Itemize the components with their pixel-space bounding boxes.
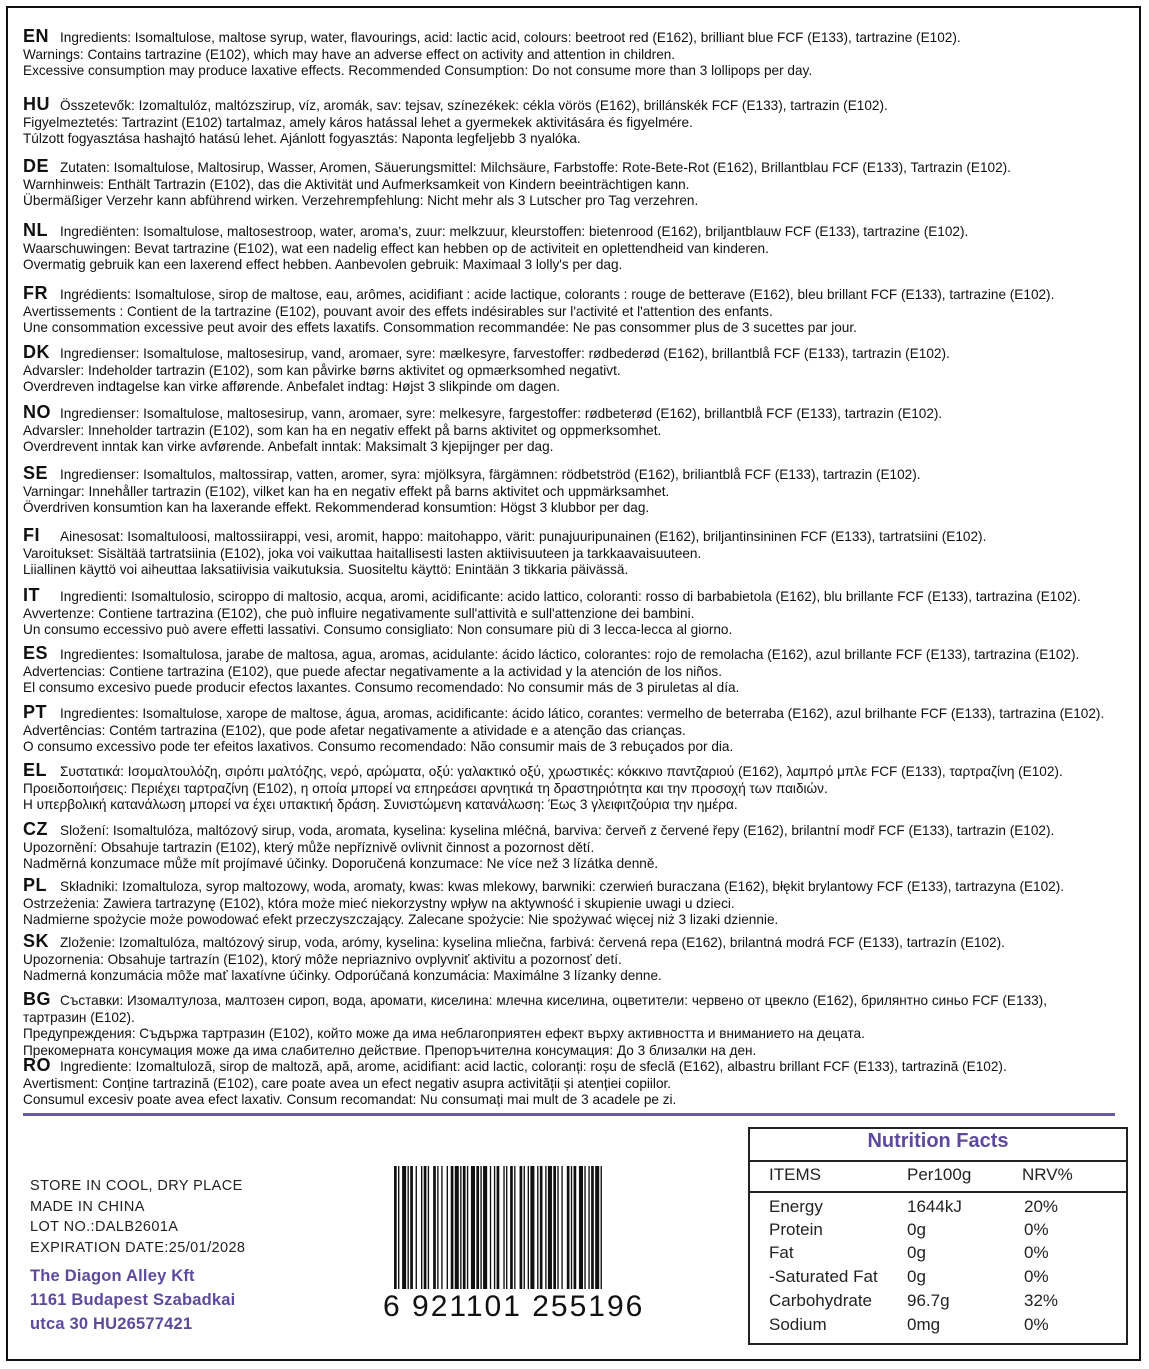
info-line: Nadměrná konzumace může mít projímavé účinky. Doporučená konzumace: Ne více než 3 lízátka denně. (23, 856, 659, 872)
barcode-bar (557, 1166, 558, 1289)
language-block-el (23, 760, 1143, 814)
barcode-bar (428, 1166, 429, 1289)
barcode-bar (591, 1166, 594, 1289)
info-line: Varoitukset: Sisältää tartratsiinia (E102), joka voi vaikuttaa haitallisesti lasten aktiivisuuteen ja tarkkaavaisuuteen. (23, 546, 702, 561)
info-line: Advarsler: Inneholder tartrazin (E102), som kan ha en negativ effekt på barns aktivitet og oppmerksomhet. (23, 423, 662, 438)
info-line: Overmatig gebruik kan een laxerend effect hebben. Aanbevolen gebruik: Maximaal 3 lolly's per dag. (23, 257, 623, 273)
barcode-bar (467, 1166, 468, 1289)
barcode-bar (408, 1166, 409, 1289)
barcode-bar (571, 1166, 572, 1289)
barcode-bar (530, 1166, 534, 1289)
barcode-bar (595, 1166, 599, 1289)
info-line: Предупреждения: Съдържа тартразин (E102), който може да има неблагоприятен ефект върху активността и вниманието на децата. (23, 1026, 865, 1042)
info-line: Överdriven konsumtion kan ha laxerande effekt. Rekommenderad konsumtion: Högst 3 klubbor per dag. (23, 500, 650, 516)
ingredients-line: Ingredienti: Isomaltulosio, sciroppo di maltosio, acqua, aromi, acidificante: acido lattico, coloranti: rosso di barbabietola (E162), blu brillante FCF (E133), tartrazina (E102). (60, 589, 1081, 604)
barcode-bar (402, 1166, 406, 1289)
barcode-bar (494, 1166, 495, 1289)
barcode-bar (483, 1166, 487, 1289)
ingredients-line: Συστατικά: Ισομαλτουλόζη, σιρόπι μαλτόζης, νερό, αρώματα, οξύ: γαλακτικό οξύ, χρωστικές: κόκκινο παντζαριού (E162), λαμπρό μπλε FCF (E133), ταρτραζίνη (E102). (60, 764, 1063, 779)
barcode-bar (506, 1166, 507, 1289)
nutrition-item: Fat (769, 1243, 794, 1262)
language-code: EN (23, 26, 50, 46)
info-line: Η υπερβολική κατανάλωση μπορεί να έχει υπακτική δράση. Συνιστώμενη κατανάλωση: Έως 3 γλειφιτζούρια την ημέρα. (23, 797, 738, 813)
language-block-se (23, 463, 1143, 517)
barcode-bar (490, 1166, 491, 1289)
barcode-bar (451, 1166, 454, 1289)
info-line: Warnings: Contains tartrazine (E102), which may have an adverse effect on activity and attention in children. (23, 47, 676, 62)
info-line: Un consumo eccessivo può avere effetti lassativi. Consumo consigliato: Non consumare più di 3 lecca-lecca al giorno. (23, 622, 733, 638)
ingredients-line: Składniki: Izomaltuloza, syrop maltozowy, woda, aromaty, kwas: kwas mlekowy, barwniki: czerwień buraczana (E162), błękit brylantowy FCF (E133), tartrazyna (E102). (60, 879, 1065, 894)
info-line: Avertisment: Conține tartrazină (E102), care poate avea un efect negativ asupra activității și atenției copiilor. (23, 1076, 672, 1091)
barcode-image (392, 1166, 660, 1289)
barcode-bar (398, 1166, 399, 1289)
barcode-bar (579, 1166, 583, 1289)
nutrition-nrv: 20% (1024, 1197, 1059, 1216)
language-block-ro (23, 1055, 1143, 1109)
info-line: Liiallinen käyttö voi aiheuttaa laksatiivisia vaikutuksia. Suositeltu käyttö: Enintään 3 tikkaria päivässä. (23, 562, 629, 578)
info-line: Προειδοποιήσεις: Περιέχει ταρτραζίνη (E102), η οποία μπορεί να επηρεάσει αρνητικά τη δραστηριότητα και την προσοχή των παιδιών. (23, 781, 828, 796)
ingredients-line: Složení: Isomaltulóza, maltózový sirup, voda, aromata, kyselina: kyselina mléčná, barviva: červeň z červené řepy (E162), brilantní modř FCF (E133), tartrazin (E102). (60, 823, 1055, 838)
nutrition-nrv: 0% (1024, 1243, 1049, 1262)
lot-number: LOT NO.:DALB2601A (30, 1219, 179, 1236)
expiration-date: EXPIRATION DATE:25/01/2028 (30, 1239, 246, 1256)
ingredients-line: Ainesosat: Isomaltuloosi, maltossiirappi, vesi, aromit, happo: maitohappo, värit: punajuuripunainen (E162), briljantinsininen FCF (E133), tartratsiini (E102). (60, 529, 987, 544)
nutrition-nrv: 0% (1024, 1220, 1049, 1239)
language-block-fr (23, 283, 1143, 337)
barcode-bar (394, 1166, 397, 1289)
nutrition-per100g: 0g (907, 1267, 926, 1286)
language-block-no (23, 402, 1143, 456)
barcode-bar (424, 1166, 427, 1289)
barcode-bar (510, 1166, 513, 1289)
info-line: El consumo excesivo puede producir efectos laxantes. Consumo recomendado: No consumir más de 3 piruletas al día. (23, 680, 740, 696)
divider (23, 1113, 1115, 1116)
barcode-bar (567, 1166, 570, 1289)
info-line: тартразин (E102). (23, 1010, 135, 1025)
info-line: Warnhinweis: Enthält Tartrazin (E102), das die Aktivität und Aufmerksamkeit von Kindern beeinträchtigen kann. (23, 177, 690, 192)
storage-info (30, 1176, 245, 1258)
info-line: Прекомерната консумация може да има слабително действие. Препоръчителна консумация: До 3 близалки на ден. (23, 1042, 757, 1058)
language-block-en (23, 26, 1143, 80)
ingredients-line: Ingredients: Isomaltulose, maltose syrup, water, flavourings, acid: lactic acid, colours: beetroot red (E162), brilliant blue FCF (E133), tartrazine (E102). (60, 30, 961, 45)
nutrition-title: Nutrition Facts (867, 1130, 1009, 1152)
language-block-de (23, 156, 1143, 210)
info-line: Overdreven indtagelse kan virke afførende. Anbefalet indtag: Højst 3 slikpinde om dagen. (23, 379, 561, 395)
nutrition-item: Protein (769, 1220, 823, 1239)
barcode-bar (545, 1166, 546, 1289)
language-code: DK (23, 342, 50, 362)
ingredients-line: Ingrediënten: Isomaltulose, maltosestroop, water, aroma's, zuur: melkzuur, kleurstoffen: bietenrood (E162), briljantblauw FCF (E133), tartrazine (E102). (60, 224, 969, 239)
language-block-es (23, 643, 1143, 697)
nutrition-rule (750, 1160, 1126, 1162)
language-code: DE (23, 156, 50, 176)
barcode-bar (455, 1166, 459, 1289)
ingredients-line: Ingredientes: Isomaltulosa, jarabe de maltosa, agua, aromas, acidulante: ácido láctico, colorantes: rojo de remolacha (E162), azul brillante FCF (E133), tartrazina (E102). (60, 647, 1080, 662)
barcode-bar (441, 1166, 442, 1289)
language-code: PL (23, 875, 48, 895)
info-line: Upozornění: Obsahuje tartrazin (E102), který může nepříznivě ovlivnit činnost a pozornost dětí. (23, 840, 595, 855)
barcode-bar (447, 1166, 448, 1289)
language-block-pl (23, 875, 1143, 929)
company-street: 1161 Budapest Szabadkai (30, 1290, 236, 1309)
ingredients-line: Ingredienser: Isomaltulose, maltosesirup, vand, aromaer, syre: mælkesyre, farvestoffer: rødbederød (E162), brillantblå FCF (E133), tartrazin (E102). (60, 346, 950, 361)
company-address (30, 1265, 235, 1336)
language-code: RO (23, 1055, 51, 1075)
language-block-fi (23, 525, 1143, 579)
language-code: SK (23, 931, 50, 951)
language-code: HU (23, 94, 50, 114)
language-code: PT (23, 702, 48, 722)
nutrition-item: Sodium (769, 1315, 827, 1334)
barcode-bar (528, 1166, 529, 1289)
barcode-bar (584, 1166, 585, 1289)
info-line: Figyelmeztetés: Tartrazint (E102) tartalmaz, amely káros hatással lehet a gyermekek aktivitására és figyelmére. (23, 115, 693, 130)
info-line: Waarschuwingen: Bevat tartrazine (E102), wat een nadelig effect kan hebben op de activiteit en oplettendheid van kinderen. (23, 241, 769, 256)
barcode-bar (574, 1166, 577, 1289)
info-line: Overdrevent inntak kan virke avførende. Anbefalt inntak: Maksimalt 3 kjepijnger per dag. (23, 439, 554, 455)
ingredients-line: Összetevők: Izomaltulóz, maltózszirup, víz, aromák, sav: tejsav, színezékek: cékla vörös (E162), brillánskék FCF (E133), tartrazin (E102). (60, 98, 888, 113)
barcode-bar (561, 1166, 562, 1289)
info-line: Advarsler: Indeholder tartrazin (E102), som kan påvirke børns aktivitet og opmærksomhed negativt. (23, 363, 621, 378)
info-line: Nadmierne spożycie może powodować efekt przeczyszczający. Zalecane spożycie: Nie spożywać więcej niż 3 lizaki dziennie. (23, 912, 779, 928)
language-code: IT (23, 585, 40, 605)
barcode-bar (476, 1166, 479, 1289)
barcode-bar (416, 1166, 417, 1289)
language-block-nl (23, 220, 1143, 274)
barcode-bar (480, 1166, 481, 1289)
barcode-bar (540, 1166, 543, 1289)
language-code: CZ (23, 819, 48, 839)
language-code: NL (23, 220, 48, 240)
barcode-bar (421, 1166, 422, 1289)
barcode-bar (520, 1166, 523, 1289)
language-block-cz (23, 819, 1143, 873)
nutrition-per100g: 0mg (907, 1315, 941, 1334)
language-code: EL (23, 760, 48, 780)
ingredients-line: Ingredientes: Isomaltulose, xarope de maltose, água, aromas, acidificante: ácido lático, corantes: vermelho de beterraba (E162), azul brilhante FCF (E133), tartrazina (E102). (60, 706, 1105, 721)
store-instruction: STORE IN COOL, DRY PLACE (30, 1178, 243, 1194)
nutrition-header-items: ITEMS (769, 1165, 821, 1184)
barcode-bar (553, 1166, 556, 1289)
info-line: Upozornenia: Obsahuje tartrazín (E102), ktorý môže nepriaznivo ovplyvniť aktivitu a pozornosť detí. (23, 952, 622, 967)
info-line: Advertencias: Contiene tartrazina (E102), que puede afectar negativamente a la actividad y la atención de los niños. (23, 664, 722, 679)
ingredients-line: Zloženie: Izomaltulóza, maltózový sirup, voda, arómy, kyselina: kyselina mliečna, farbivá: červená repa (E162), brilantná modrá FCF (E133), tartrazín (E102). (60, 935, 1005, 950)
info-line: Túlzott fogyasztása hashajtó hatású lehet. Ajánlott fogyasztás: Naponta legfeljebb 3 nyalóka. (23, 131, 581, 147)
barcode-bar (588, 1166, 589, 1289)
nutrition-facts-table (748, 1127, 1128, 1345)
info-line: Une consommation excessive peut avoir des effets laxatifs. Consommation recommandée: Ne pas consommer plus de 3 sucettes par jour. (23, 320, 857, 336)
language-code: FI (23, 525, 40, 545)
barcode-number: 6 921101 255196 (383, 1290, 645, 1323)
language-code: NO (23, 402, 51, 422)
info-line: Avertissements : Contient de la tartrazine (E102), pouvant avoir des effets indésirables sur l'activité et l'attention des enfants. (23, 304, 773, 319)
barcode-bar (503, 1166, 504, 1289)
ingredients-line: Ingredienser: Isomaltulose, maltosesirup, vann, aromaer, syre: melkesyre, fargestoffer: rødbeterød (E162), brillantblå FCF (E133), tartrazin (E102). (60, 406, 943, 421)
info-line: Avvertenze: Contiene tartrazina (E102), che può influire negativamente sull'attività e sull'attenzione dei bambini. (23, 606, 695, 621)
nutrition-item: -Saturated Fat (769, 1267, 878, 1286)
info-line: Advertências: Contém tartrazina (E102), que pode afetar negativamente a atividade e a atenção das crianças. (23, 723, 686, 738)
nutrition-nrv: 32% (1024, 1291, 1059, 1310)
language-code: BG (23, 989, 51, 1009)
barcode-bar (437, 1166, 438, 1289)
company-postcode: utca 30 HU26577421 (30, 1314, 193, 1333)
barcode-bar (514, 1166, 515, 1289)
barcode-bar (460, 1166, 461, 1289)
info-line: Excessive consumption may produce laxative effects. Recommended Consumption: Do not consume more than 3 lollipops per day. (23, 63, 813, 79)
info-line: O consumo excessivo pode ter efeitos laxativos. Consumo recomendado: Não consumir mais de 3 rebuçados por dia. (23, 739, 734, 755)
nutrition-nrv: 0% (1024, 1267, 1049, 1286)
barcode-bar (471, 1166, 475, 1289)
nutrition-header-per100g: Per100g (907, 1165, 972, 1184)
barcode-bar (537, 1166, 538, 1289)
barcode-bar (463, 1166, 466, 1289)
barcode-bar (433, 1166, 436, 1289)
language-code: SE (23, 463, 49, 483)
info-line: Consumul excesiv poate avea efect laxativ. Consum recomandat: Nu consumați mai mult de 3 acadele pe zi. (23, 1092, 677, 1108)
company-name: The Diagon Alley Kft (30, 1267, 195, 1285)
language-block-pt (23, 702, 1143, 756)
ingredients-line: Ingredienser: Isomaltulos, maltossirap, vatten, aromer, syra: mjölksyra, färgämnen: rödbetströd (E162), briliantblå FCF (E133), tartrazin (E102). (60, 467, 921, 482)
nutrition-header-nrv: NRV% (1022, 1165, 1073, 1184)
nutrition-rule (750, 1191, 1126, 1193)
barcode-bar (524, 1166, 525, 1289)
barcode-bar (497, 1166, 500, 1289)
language-block-sk (23, 931, 1143, 985)
origin: MADE IN CHINA (30, 1198, 145, 1215)
barcode-bar (548, 1166, 552, 1289)
nutrition-per100g: 0g (907, 1220, 926, 1239)
nutrition-item: Carbohydrate (769, 1291, 873, 1310)
ingredients-line: Zutaten: Isomaltulose, Maltosirup, Wasser, Aromen, Säuerungsmittel: Milchsäure, Farbstoffe: Rote-Bete-Rot (E162), Brillantblau FCF (E133), Tartrazin (E102). (60, 160, 1011, 175)
ingredients-line: Съставки: Изомалтулоза, малтозен сироп, вода, аромати, киселина: млечна киселина, оцветители: червено от цвекло (E162), брилянтно синьо FCF (E133), (60, 993, 1047, 1008)
language-block-it (23, 585, 1143, 639)
language-block-hu (23, 94, 1143, 148)
language-code: FR (23, 283, 48, 303)
language-block-dk (23, 342, 1143, 396)
info-line: Nadmerná konzumácia môže mať laxatívne účinky. Odporúčaná konzumácia: Maximálne 3 lízanky denne. (23, 968, 662, 984)
info-line: Varningar: Innehåller tartrazin (E102), vilket kan ha en negativ effekt på barns aktivitet och uppmärksamhet. (23, 484, 670, 499)
barcode-bar (410, 1166, 413, 1289)
info-line: Übermäßiger Verzehr kann abführend wirken. Verzehrempfehlung: Nicht mehr als 3 Lutscher pro Tag verzehren. (23, 193, 699, 209)
nutrition-per100g: 96.7g (907, 1291, 950, 1310)
language-code: ES (23, 643, 49, 663)
nutrition-per100g: 0g (907, 1243, 926, 1262)
ingredients-line: Ingrediente: Izomaltuloză, sirop de maltoză, apă, arome, acidifiant: acid lactic, coloranți: roșu de sfeclă (E162), albastru brillant FCF (E133), tartrazină (E102). (60, 1059, 1007, 1074)
nutrition-per100g: 1644kJ (907, 1197, 962, 1216)
info-line: Ostrzeżenia: Zawiera tartrazynę (E102), która może mieć niekorzystny wpływ na aktywność i skupienie uwagi u dzieci. (23, 896, 735, 911)
language-block-bg (23, 989, 1143, 1059)
barcode-bar (601, 1166, 602, 1289)
nutrition-item: Energy (769, 1197, 823, 1216)
ingredients-line: Ingrédients: Isomaltulose, sirop de maltose, eau, arômes, acidifiant : acide lactique, colorants : rouge de betterave (E162), bleu brillant FCF (E133), tartrazine (E102). (60, 287, 1055, 302)
nutrition-nrv: 0% (1024, 1315, 1049, 1334)
